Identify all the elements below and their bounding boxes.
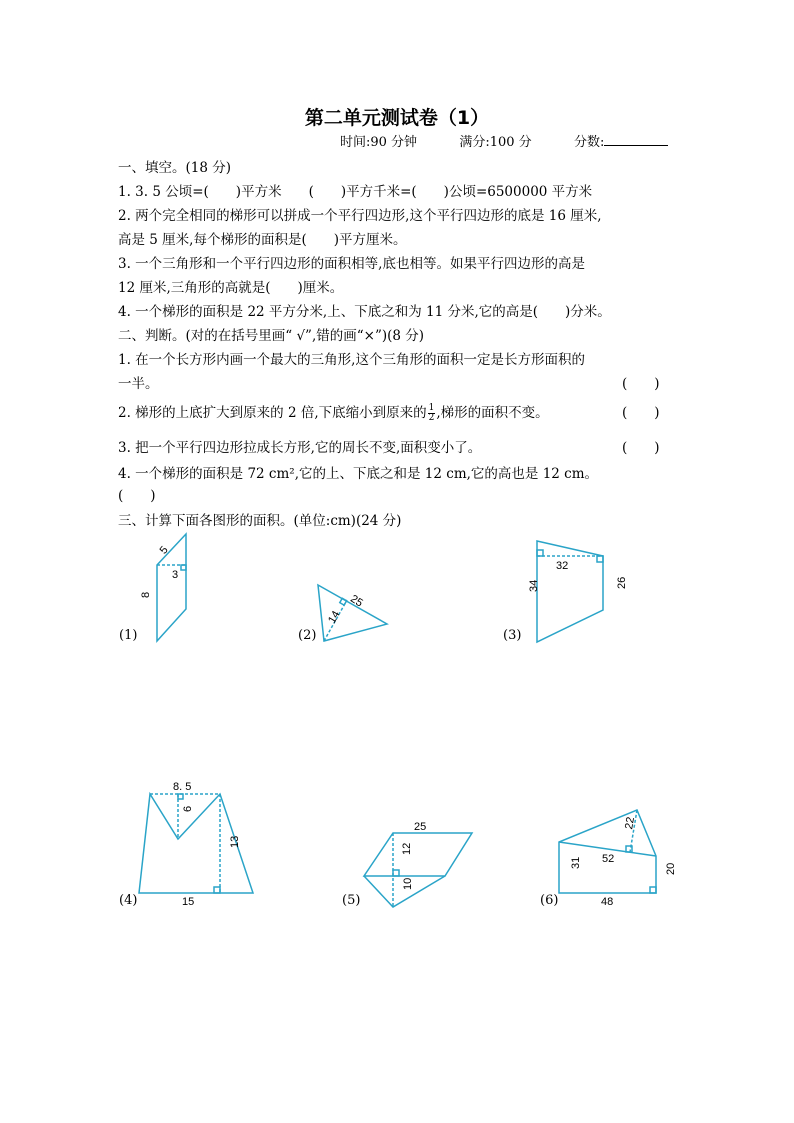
s2-q2-answer-paren[interactable]: ( ) <box>622 405 660 421</box>
exam-info <box>340 131 668 150</box>
s2-q4-answer-paren[interactable]: ( ) <box>118 488 156 504</box>
figure-3-label: (3) <box>503 628 522 643</box>
s2-q1-line1: 1. 在一个长方形内画一个最大的三角形,这个三角形的面积一定是长方形面积的 <box>118 352 585 368</box>
s2-q1-answer-paren[interactable]: ( ) <box>622 376 660 392</box>
fig2-height-14: 14 <box>326 608 343 626</box>
fig4-top-8-5: 8. 5 <box>173 781 192 793</box>
fig6-base-48: 48 <box>601 896 614 908</box>
fig3-side-34: 34 <box>528 579 540 592</box>
fig6-side-31: 31 <box>570 856 582 869</box>
s2-q3-answer-paren[interactable]: ( ) <box>622 440 660 456</box>
figure-3-trapezoid <box>537 541 603 642</box>
time-info: 时间:90 分钟 <box>340 135 418 150</box>
s1-q2-line1: 2. 两个完全相同的梯形可以拼成一个平行四边形,这个平行四边形的底是 16 厘米, <box>118 208 602 224</box>
section3-heading: 三、计算下面各图形的面积。(单位:cm)(24 分) <box>118 513 402 529</box>
s2-q3: 3. 把一个平行四边形拉成长方形,它的周长不变,面积变小了。 <box>118 440 482 456</box>
figure-5-label: (5) <box>342 893 361 908</box>
full-score-info: 满分:100 分 <box>459 135 532 150</box>
fraction-denominator: 2 <box>428 413 435 423</box>
fig1-side-5: 5 <box>157 544 171 557</box>
fig4-depth-6: 6 <box>182 805 194 812</box>
score-blank[interactable] <box>604 133 668 146</box>
s1-q1: 1. 3. 5 公顷=( )平方米 ( )平方千米=( )公顷=6500000 平方米 <box>118 184 593 200</box>
s2-q1-line2: 一半。 <box>118 376 159 392</box>
figure-5-composite <box>364 833 472 907</box>
s1-q3-line2: 12 厘米,三角形的高就是( )厘米。 <box>118 280 344 296</box>
s2-q4: 4. 一个梯形的面积是 72 cm²,它的上、下底之和是 12 cm,它的高也是 12 cm。 <box>118 466 599 482</box>
section1-heading: 一、填空。(18 分) <box>118 160 232 176</box>
fraction-numerator: 1 <box>428 403 435 413</box>
fig5-height-12: 12 <box>401 842 413 855</box>
fraction-one-half <box>428 404 436 423</box>
figure-4-label: (4) <box>119 893 138 908</box>
fig4-height-13: 13 <box>229 835 241 848</box>
fig3-height-32: 32 <box>556 560 569 572</box>
fig1-height-3: 3 <box>172 569 179 581</box>
figure-4-composite <box>139 794 253 893</box>
fig6-height-22: 22 <box>623 816 638 831</box>
fig1-base-8: 8 <box>140 591 152 598</box>
fig4-base-15: 15 <box>182 896 195 908</box>
figure-1-label: (1) <box>119 628 138 643</box>
s2-q2 <box>118 401 549 423</box>
s1-q3-line1: 3. 一个三角形和一个平行四边形的面积相等,底也相等。如果平行四边形的高是 <box>118 256 585 272</box>
fig3-side-26: 26 <box>616 576 628 589</box>
figure-6-composite <box>559 810 656 893</box>
section2-heading: 二、判断。(对的在括号里画“ √”,错的画“×”)(8 分) <box>118 328 425 344</box>
s1-q4: 4. 一个梯形的面积是 22 平方分米,上、下底之和为 11 分米,它的高是( )分米。 <box>118 304 611 320</box>
figure-6-label: (6) <box>540 893 559 908</box>
s2-q2-text-post: ,梯形的面积不变。 <box>436 405 549 421</box>
figure-2-label: (2) <box>298 628 317 643</box>
fig2-base-25: 25 <box>348 592 365 610</box>
figure-2-triangle <box>318 585 387 641</box>
fig6-diagonal-52: 52 <box>602 853 615 865</box>
fig6-side-20: 20 <box>665 862 677 875</box>
score-label: 分数: <box>573 135 605 150</box>
fig5-base-25: 25 <box>414 821 427 833</box>
page-title: 第二单元测试卷（1） <box>304 107 490 129</box>
s2-q2-text-pre: 2. 梯形的上底扩大到原来的 2 倍,下底缩小到原来的 <box>118 405 427 421</box>
figure-1-parallelogram <box>157 534 186 641</box>
s1-q2-line2: 高是 5 厘米,每个梯形的面积是( )平方厘米。 <box>118 232 407 248</box>
fig5-height-10: 10 <box>402 877 414 890</box>
